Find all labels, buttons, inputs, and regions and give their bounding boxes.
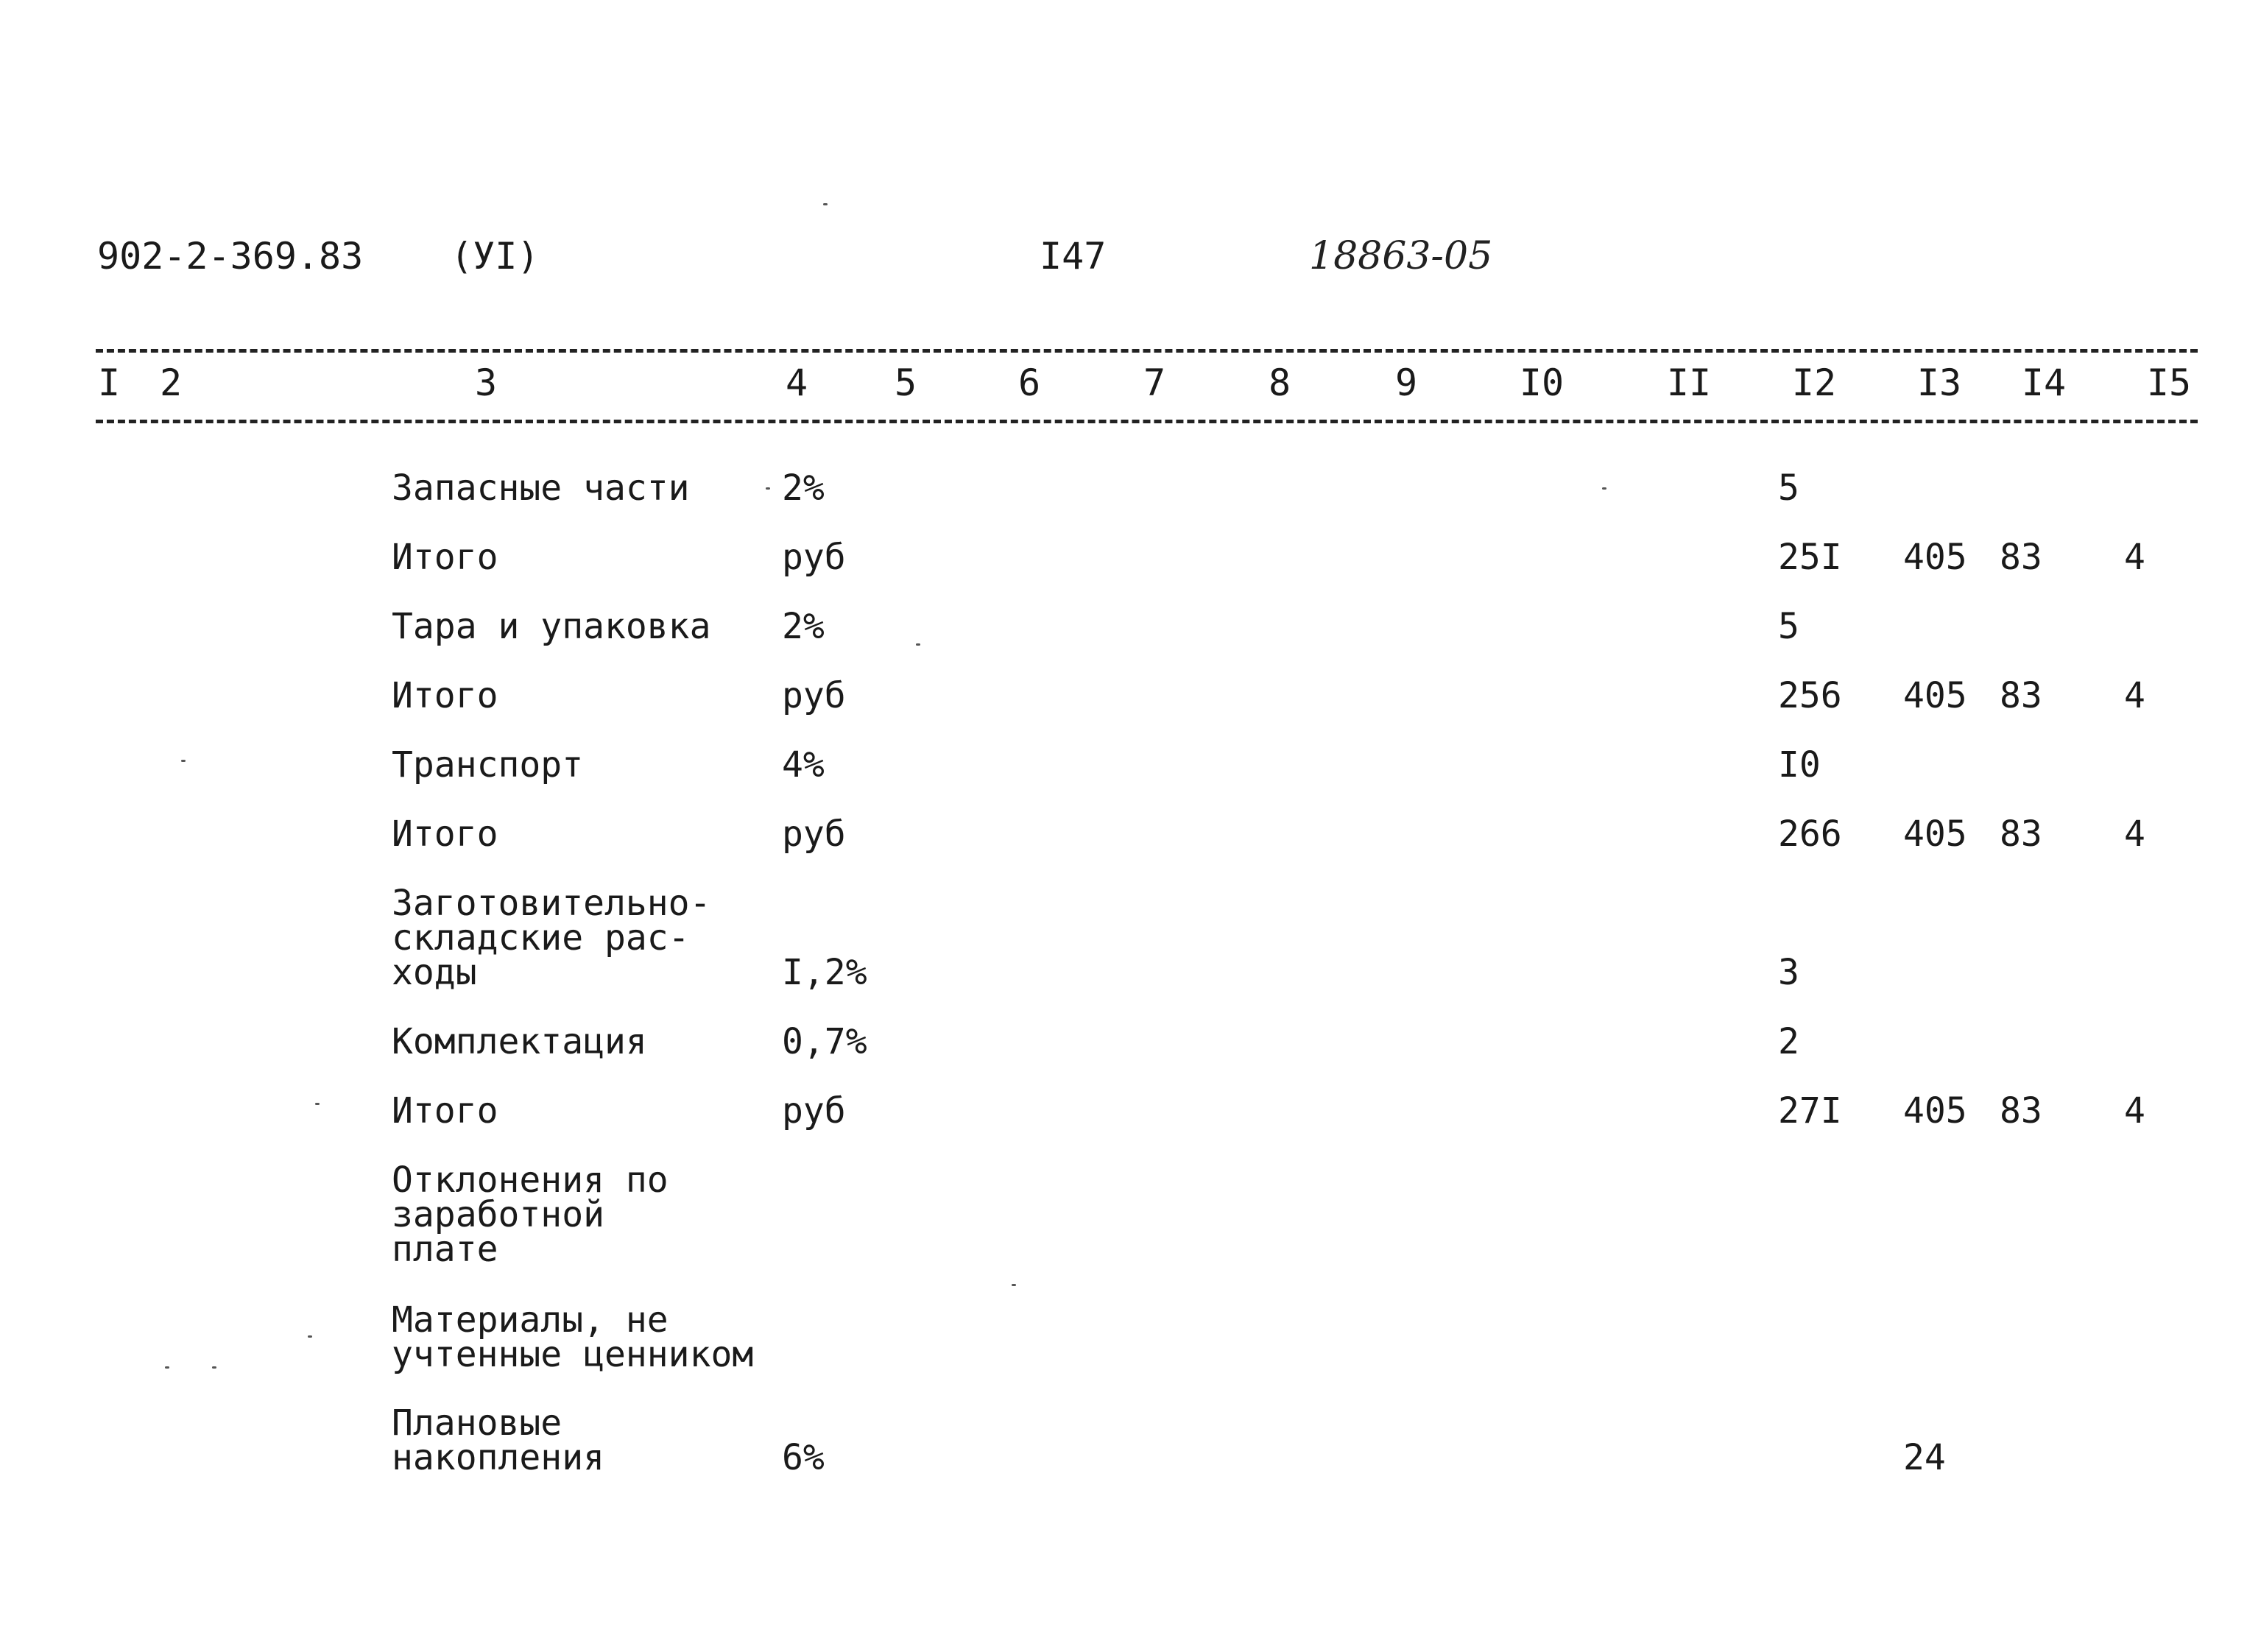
column-number: 6	[1017, 361, 1041, 404]
column-number: I	[97, 361, 121, 404]
column-number: 8	[1268, 361, 1291, 404]
row-name: Отклонения по заработной плате	[392, 1159, 669, 1270]
row-rate: 2%	[782, 467, 825, 509]
column-number: I4	[2021, 361, 2067, 404]
row-name: Транспорт	[392, 744, 584, 786]
column-number: I5	[2146, 361, 2192, 404]
row-col14: 83	[2000, 1090, 2042, 1132]
row-name: Плановые накопления	[392, 1402, 604, 1478]
row-name: Комплектация	[392, 1021, 647, 1062]
row-rate: 4%	[782, 744, 825, 786]
row-col13: 405	[1903, 1090, 1967, 1132]
scan-speck	[308, 1335, 312, 1338]
row-col14: 83	[2000, 813, 2042, 855]
column-number: 9	[1394, 361, 1418, 404]
row-col14: 83	[2000, 675, 2042, 716]
row-col12: 266	[1778, 813, 1842, 855]
row-rate: 0,7%	[782, 1021, 867, 1062]
row-name: Итого	[392, 675, 498, 716]
column-number: 3	[474, 361, 498, 404]
row-col13: 405	[1903, 675, 1967, 716]
table-header-bottom-rule	[96, 420, 2198, 423]
row-col12: 3	[1778, 952, 1799, 993]
row-name: Материалы, не учтенные ценником	[392, 1299, 754, 1375]
row-col12: 25I	[1778, 537, 1842, 578]
row-name: Итого	[392, 537, 498, 578]
scan-speck	[315, 1103, 320, 1105]
row-name: Тара и упаковка	[392, 606, 711, 647]
row-rate: руб	[782, 1090, 846, 1132]
column-number: 5	[894, 361, 917, 404]
row-col13: 405	[1903, 537, 1967, 578]
scan-speck	[916, 643, 920, 646]
scan-speck	[823, 203, 828, 205]
column-number: II	[1666, 361, 1712, 404]
row-col12: 2	[1778, 1021, 1799, 1062]
column-number: I0	[1519, 361, 1565, 404]
page-number: I47	[1040, 235, 1107, 278]
row-rate: руб	[782, 537, 846, 578]
row-col15: 4	[2124, 537, 2145, 578]
handwritten-reference: 18863-05	[1309, 234, 1493, 278]
scan-speck	[165, 1366, 169, 1369]
scan-speck	[181, 760, 186, 762]
row-rate: I,2%	[782, 952, 867, 993]
row-col12: I0	[1778, 744, 1821, 786]
scan-speck	[212, 1366, 216, 1369]
column-number: 4	[785, 361, 808, 404]
row-col12: 27I	[1778, 1090, 1842, 1132]
row-col14: 83	[2000, 537, 2042, 578]
scan-speck	[766, 487, 770, 490]
document-code: 902-2-369.83	[97, 235, 364, 278]
row-name: Заготовительно- складские рас- ходы	[392, 883, 711, 993]
row-col12: 256	[1778, 675, 1842, 716]
row-col15: 4	[2124, 813, 2145, 855]
column-number: I2	[1791, 361, 1837, 404]
row-rate: 2%	[782, 606, 825, 647]
column-number: I3	[1916, 361, 1962, 404]
row-col15: 4	[2124, 1090, 2145, 1132]
row-name: Итого	[392, 1090, 498, 1132]
row-col12: 5	[1778, 606, 1799, 647]
row-name: Запасные части	[392, 467, 690, 509]
table-top-rule	[96, 349, 2198, 353]
row-rate: руб	[782, 813, 846, 855]
scan-speck	[1012, 1284, 1016, 1286]
column-number: 2	[159, 361, 183, 404]
row-col15: 4	[2124, 675, 2145, 716]
row-col13: 405	[1903, 813, 1967, 855]
row-name: Итого	[392, 813, 498, 855]
row-rate: 6%	[782, 1437, 825, 1478]
column-number: 7	[1143, 361, 1166, 404]
document-section: (УI)	[451, 235, 540, 278]
row-col13: 24	[1903, 1437, 1946, 1478]
scan-speck	[1602, 487, 1606, 490]
row-col12: 5	[1778, 467, 1799, 509]
row-rate: руб	[782, 675, 846, 716]
